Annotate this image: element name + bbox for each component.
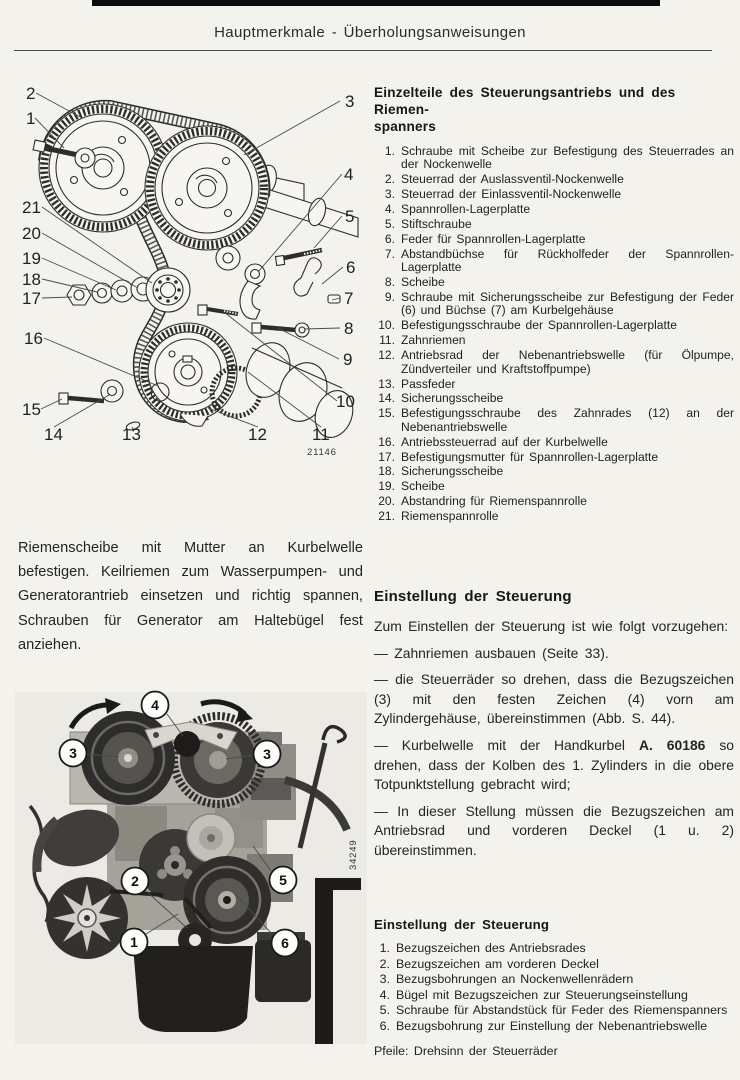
list-item: 4. Bügel mit Bezugszeichen zur Steuerungseinstellung [379,987,688,1002]
parts-heading: Einzelteile des Steuerungsantriebs und des Riemen- spanners [374,85,676,134]
page-header-title: Hauptmerkmale - Überholungsanweisungen [214,24,526,41]
callout-21: 21 [22,198,41,217]
list-item: 1. Bezugszeichen des Antriebsrades [379,941,586,955]
callout-4: 4 [344,165,354,184]
aux-bolt-washer-key [59,380,141,431]
list-item: 18. Sicherungsscheibe [378,464,504,479]
list-item: 4. Spannrollen-Lagerplatte [384,202,531,217]
cam-gear-intake [145,126,269,250]
callout-19: 19 [22,249,41,268]
list-item: 19. Scheibe [378,479,445,494]
figure-number: 34249 [348,839,359,870]
list-item: 5. Stiftschraube [384,217,472,232]
callout-17: 17 [22,289,41,308]
list-item: 6. Feder für Spannrollen-Lagerplatte [384,231,586,246]
legend-heading: Einstellung der Steuerung [374,917,550,932]
list-item: 11. Zahnriemen [379,333,466,348]
list-item: 3. Steuerrad der Einlassventil-Nockenwelle [384,187,622,202]
header-divider [14,50,712,51]
list-item: 9. Schraube mit Sicherungsscheibe zur Befestigung der Feder (6) und Büchse (7) am Kurbelgehäuse [384,290,734,318]
callout-10: 10 [336,392,355,411]
list-item: 16. Antriebssteuerrad auf der Kurbelwelle [378,434,608,449]
photo-callout-3-right: 3 [263,746,271,762]
legend-list [374,941,734,1033]
callout-11: 11 [312,425,330,444]
list-item: 8. Scheibe [384,275,445,290]
callout-2: 2 [26,84,36,103]
scan-artifact-bar [92,0,660,6]
section-parts-legend [374,84,734,525]
figure-number: 21146 [307,447,337,458]
list-item: 10. Befestigungsschraube der Spannrollen-Lagerplatte [378,318,677,333]
callout-15: 15 [22,400,41,419]
list-item: 2. Steuerrad der Auslassventil-Nockenwelle [384,172,624,187]
list-item: 21. Riemenspannrolle [378,509,499,524]
callout-1: 1 [26,109,36,128]
assembly-note-paragraph: Riemenscheibe mit Mutter an Kurbelwelle befestigen. Keilriemen zum Wasserpumpen- und Generatorantrieb einsetzen und richtig spannen, Schrauben für Generator am Haltebügel fest anziehen. [18,540,363,653]
section-timing-adjustment [374,588,734,861]
callout-18: 18 [22,270,41,289]
figure-timing-drive-exploded [12,62,370,464]
photo-callout-1: 1 [130,934,138,950]
timing-heading: Einstellung der Steuerung [374,588,572,605]
callout-9: 9 [343,350,353,369]
photo-callout-3-left: 3 [69,745,77,761]
callout-14: 14 [44,425,63,444]
callout-8: 8 [344,319,354,338]
list-item: 2. Bezugszeichen am vorderen Deckel [379,956,599,971]
list-item: 14. Sicherungsscheibe [378,391,504,406]
legend-note: Pfeile: Drehsinn der Steuerräder [374,1044,558,1059]
list-item: 6. Bezugsbohrung zur Einstellung der Nebenantriebswelle [379,1018,708,1033]
section-timing-legend [374,916,734,1058]
callout-20: 20 [22,224,41,243]
tool-number: A. 60186 [638,736,706,753]
photo-callout-2: 2 [131,873,139,889]
list-item: 20. Abstandring für Riemenspannrolle [378,494,587,509]
figure-engine-front-photo [15,688,370,1058]
list-item: 13. Passfeder [378,376,456,391]
callout-7: 7 [344,289,354,308]
timing-step: — In dieser Stellung müssen die Bezugszeichen am Antriebsrad und vorderen Deckel (1 u. 2) übereinstimmen. [374,802,734,858]
parts-list [374,145,734,524]
callout-12: 12 [248,425,267,444]
photo-callout-6: 6 [281,935,289,951]
photo-callout-5: 5 [279,872,287,888]
list-item: 12. Antriebsrad der Nebenantriebswelle (für Ölpumpe, Zündverteiler und Kraftstoffpumpe) [378,348,734,376]
callout-6: 6 [346,258,356,277]
callout-16: 16 [24,329,43,348]
list-item: 7. Abstandbüchse für Rückholfeder der Spannrollen-Lagerplatte [384,246,734,275]
list-item: 15. Befestigungsschraube des Zahnrades (12) an der Nebenantriebswelle [378,406,734,434]
tensioner-parts-row [67,268,190,312]
list-item: 3. Bezugsbohrungen an Nockenwellenrädern [379,972,634,987]
callout-13: 13 [122,425,141,444]
timing-step: — die Steuerräder so drehen, dass die Bezugszeichen (3) mit den festen Zeichen (4) vorn am Zylindergehäuse, übereinstimmen (Abb. S. 44). [374,671,734,727]
list-item: 1. Schraube mit Scheibe zur Befestigung des Steuerrades an der Nockenwelle [384,144,734,172]
timing-intro: Zum Einstellen der Steuerung ist wie folgt vorzugehen: [374,618,729,634]
timing-step: — Kurbelwelle mit der Handkurbel A. 60186 so drehen, dass der Kolben des 1. Zylinders in die obere Totpunktstellung gebracht wird; [374,736,734,793]
timing-step: — Zahnriemen ausbauen (Seite 33). [374,644,609,661]
photo-callout-4: 4 [151,697,159,713]
list-item: 17. Befestigungsmutter für Spannrollen-Lagerplatte [378,449,659,464]
list-item: 5. Schraube für Abstandstück für Feder des Riemenspanners [379,1003,728,1018]
callout-3: 3 [345,92,355,111]
callout-5: 5 [345,207,355,226]
